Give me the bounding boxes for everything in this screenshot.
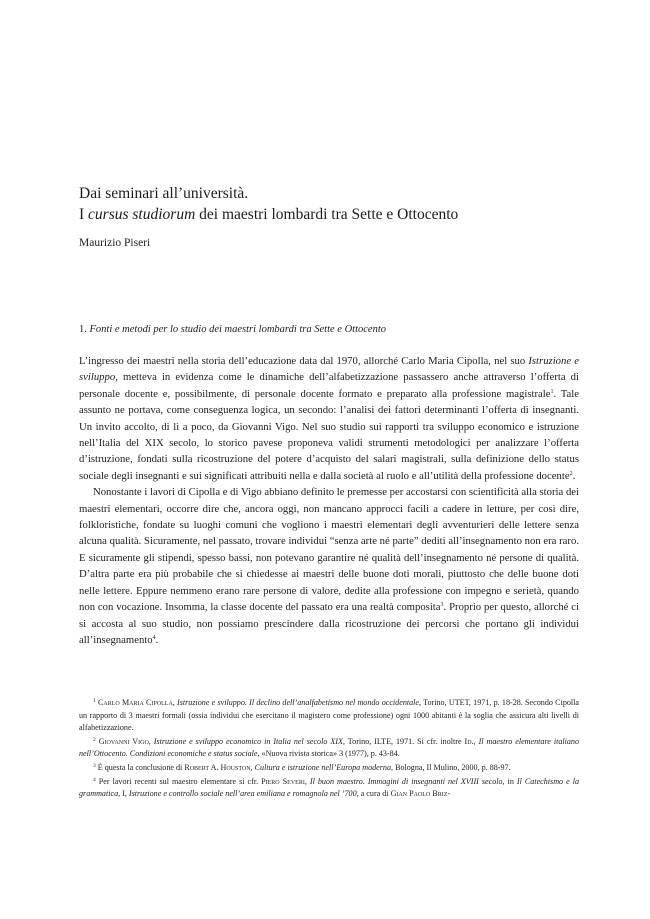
article-title bbox=[79, 183, 579, 225]
paragraph-2: Nonostante i lavori di Cipolla e di Vigo abbiano definito le premesse per accostarsi con scientificità alla storia dei maestri elementari, occorre dire che, ancora oggi, non mancano approcci facili a cadere in letture, per così dire, folkloristiche, fondate su luoghi comuni che vogliono i maestri elementari degli avventurieri delle lettere senza alcuna qualità. Sicuramente, nel passato, trovare individui “senza arte né parte” dediti all’insegnamento non era raro. E sicuramente gli stipendi, spesso bassi, non potevano garantire né qualità dell’insegnamento né persone di qualità. D’altra parte era più probabile che si chiedesse ai maestri delle buone doti morali, piuttosto che delle buone doti nelle lettere. Eppure nemmeno erano rare persone di valore, dedite alla professione con impegno e serietà, quando non con vocazione. Insomma, la classe docente del passato era una realtà composita$^3$. Proprio per questo, allorché ci si accosta al suo studio, non possiamo prescindere dalla ricostruzione dei percorsi che portano gli individui all’insegnamento$^4$. bbox=[79, 486, 579, 646]
title-line-2: I cursus studiorum dei maestri lombardi tra Sette e Ottocento bbox=[79, 206, 459, 223]
paragraph-1: L’ingresso dei maestri nella storia dell’educazione data dal 1970, allorché Carlo Maria Cipolla, nel suo Istruzione e sviluppo, metteva in evidenza come le dinamiche dell’alfabetizzazione passassero anche attraverso l’offerta di personale docente e, possibilmente, di personale docente formato e preparato alla professione magistrale$^1$. Tale assunto ne portava, come conseguenza logica, un secondo: l’analisi dei fattori determinanti l’offerta di insegnanti. Un invito accolto, di lì a poco, da Giovanni Vigo. Nel suo studio sui rapporti tra sviluppo economico e istruzione nell’Italia del XIX secolo, lo storico pavese proponeva validi strumenti metodologici per analizzare l’offerta d’istruzione, fondati sulla ricostruzione del potere d’acquisto del salari magistrali, sulla definizione dello status sociale degli insegnanti e sui significati attribuiti nella e dalla società al ruolo e all’utilità della professione docente$^2$. bbox=[79, 355, 579, 482]
footnote-ref-3[interactable]: 3 bbox=[440, 602, 444, 609]
footnote-ref-2[interactable]: 2 bbox=[569, 470, 573, 477]
footnote-1: $^1$ Carlo Maria Cipolla, Istruzione e sviluppo. Il declino dell’analfabetismo nel mondo occidentale, Torino, UTET, 1971, p. 18-28. Secondo Cipolla un rapporto di 3 maestri formali (ossia individui che esercitano il magistero come professione) ogni 1000 abitanti è la soglia che assicura alti livelli di alfabetizzazione. bbox=[79, 698, 579, 733]
footnote-3: $^3$ È questa la conclusione di Robert A. Houston, Cultura e istruzione nell’Europa moderna, Bologna, Il Mulino, 2000, p. 88-97. bbox=[93, 762, 511, 772]
footnotes bbox=[79, 697, 579, 802]
title-italic: cursus studiorum bbox=[88, 206, 196, 223]
footnote-ref-1[interactable]: 1 bbox=[550, 388, 554, 395]
footnote-2: $^2$ Giovanni Vigo, Istruzione e sviluppo economico in Italia nel secolo XIX, Torino, ILTE, 1971. Si cfr. inoltre Id., Il maestro elementare italiano nell’Ottocento. Condizioni economiche e status sociale, «Nuova rivista storica» 3 (1977), p. 43-84. bbox=[79, 736, 580, 759]
section-number: 1. bbox=[79, 324, 87, 335]
section-heading bbox=[79, 324, 579, 335]
author-name: Maurizio Piseri bbox=[79, 237, 151, 249]
title-line-1: Dai seminari all’università. bbox=[79, 185, 249, 202]
body-text bbox=[79, 353, 579, 648]
section-title: Fonti e metodi per lo studio dei maestri lombardi tra Sette e Ottocento bbox=[89, 324, 386, 335]
footnote-4: $^4$ Per lavori recenti sul maestro elementare si cfr. Piero Severi, Il buon maestro. Immagini di insegnanti nel XVIII secolo, in Il Catechismo e la grammatica, I, Istruzione e controllo sociale nell’area emiliana e romagnola nel ’700, a cura di Gian Paolo Briz- bbox=[79, 776, 580, 799]
footnote-ref-4[interactable]: 4 bbox=[152, 634, 156, 641]
